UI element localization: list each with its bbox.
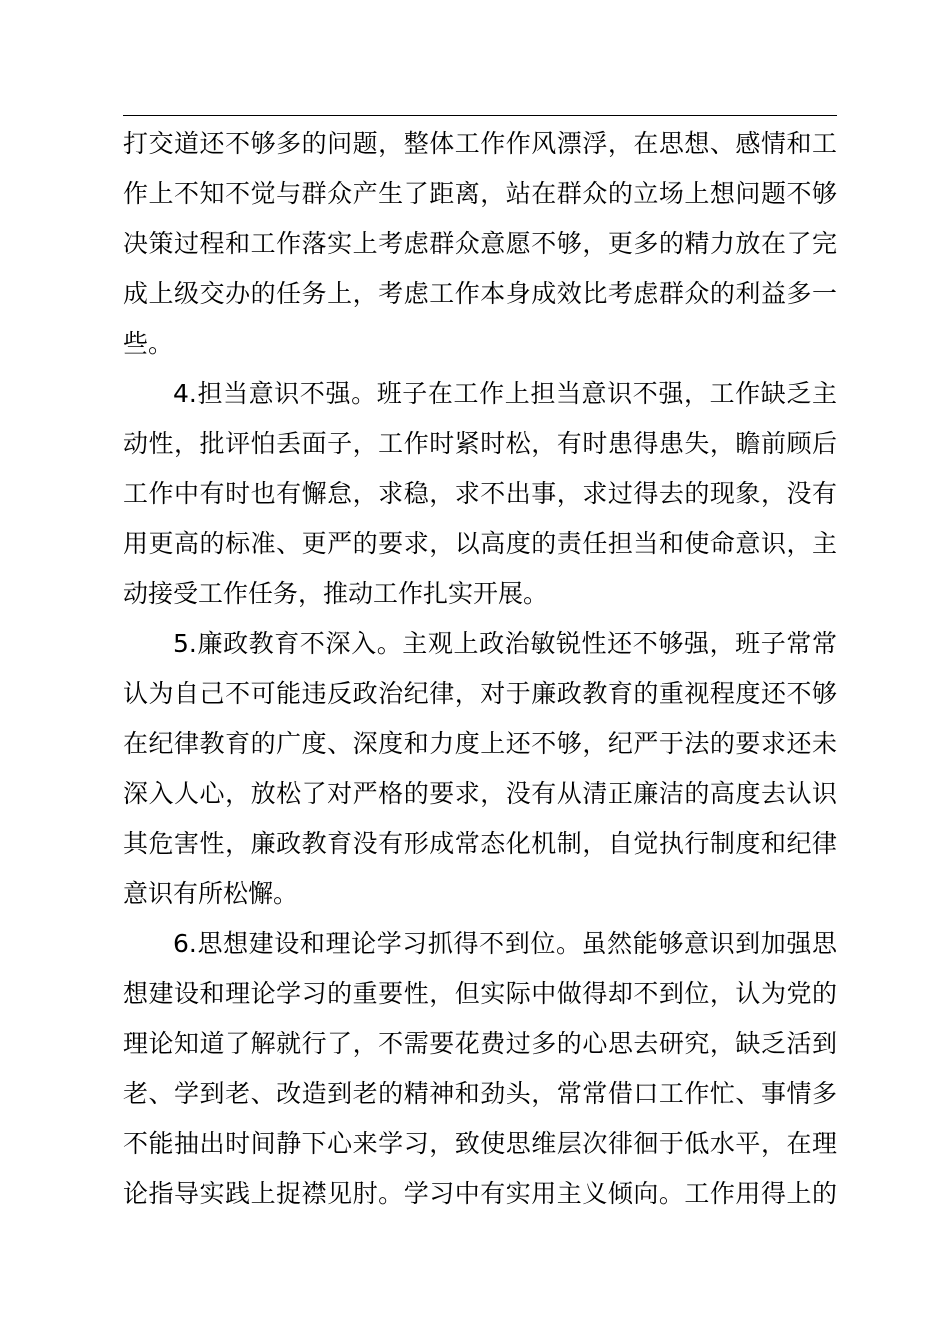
text-line: 理论知道了解就行了，不需要花费过多的心思去研究，缺乏活到 bbox=[123, 1029, 837, 1058]
text-line: 其危害性，廉政教育没有形成常态化机制，自觉执行制度和纪律 bbox=[123, 829, 837, 858]
text-line: 决策过程和工作落实上考虑群众意愿不够，更多的精力放在了完 bbox=[123, 229, 837, 258]
text-line: 打交道还不够多的问题，整体工作作风漂浮，在思想、感情和工 bbox=[123, 129, 837, 158]
text-line: 论指导实践上捉襟见肘。学习中有实用主义倾向。工作用得上的 bbox=[123, 1179, 837, 1208]
text-line: 在纪律教育的广度、深度和力度上还不够，纪严于法的要求还未 bbox=[123, 729, 837, 758]
text-line: 想建设和理论学习的重要性，但实际中做得却不到位，认为党的 bbox=[123, 979, 837, 1008]
document-body bbox=[123, 119, 837, 1219]
text-line: 老、学到老、改造到老的精神和劲头，常常借口工作忙、事情多 bbox=[123, 1079, 837, 1108]
text-line: 4.担当意识不强。班子在工作上担当意识不强，工作缺乏主 bbox=[173, 379, 837, 408]
text-line: 意识有所松懈。 bbox=[123, 879, 299, 908]
text-line: 动性，批评怕丢面子，工作时紧时松，有时患得患失，瞻前顾后 bbox=[123, 429, 837, 458]
text-line: 成上级交办的任务上，考虑工作本身成效比考虑群众的利益多一 bbox=[123, 279, 837, 308]
header-rule bbox=[123, 115, 837, 116]
text-line: 5.廉政教育不深入。主观上政治敏锐性还不够强，班子常常 bbox=[173, 629, 837, 658]
text-line: 深入人心，放松了对严格的要求，没有从清正廉洁的高度去认识 bbox=[123, 779, 837, 808]
paragraph-continuation bbox=[123, 119, 837, 369]
text-line: 用更高的标准、更严的要求，以高度的责任担当和使命意识，主 bbox=[123, 529, 837, 558]
text-line: 作上不知不觉与群众产生了距离，站在群众的立场上想问题不够 bbox=[123, 179, 837, 208]
text-line: 些。 bbox=[123, 329, 174, 358]
text-line: 动接受工作任务，推动工作扎实开展。 bbox=[123, 579, 549, 608]
paragraph-5 bbox=[123, 619, 837, 919]
text-line: 不能抽出时间静下心来学习，致使思维层次徘徊于低水平，在理 bbox=[123, 1129, 837, 1158]
text-line: 6.思想建设和理论学习抓得不到位。虽然能够意识到加强思 bbox=[173, 929, 837, 958]
paragraph-6 bbox=[123, 919, 837, 1219]
paragraph-4 bbox=[123, 369, 837, 619]
text-line: 认为自己不可能违反政治纪律，对于廉政教育的重视程度还不够 bbox=[123, 679, 837, 708]
text-line: 工作中有时也有懈怠，求稳，求不出事，求过得去的现象，没有 bbox=[123, 479, 837, 508]
